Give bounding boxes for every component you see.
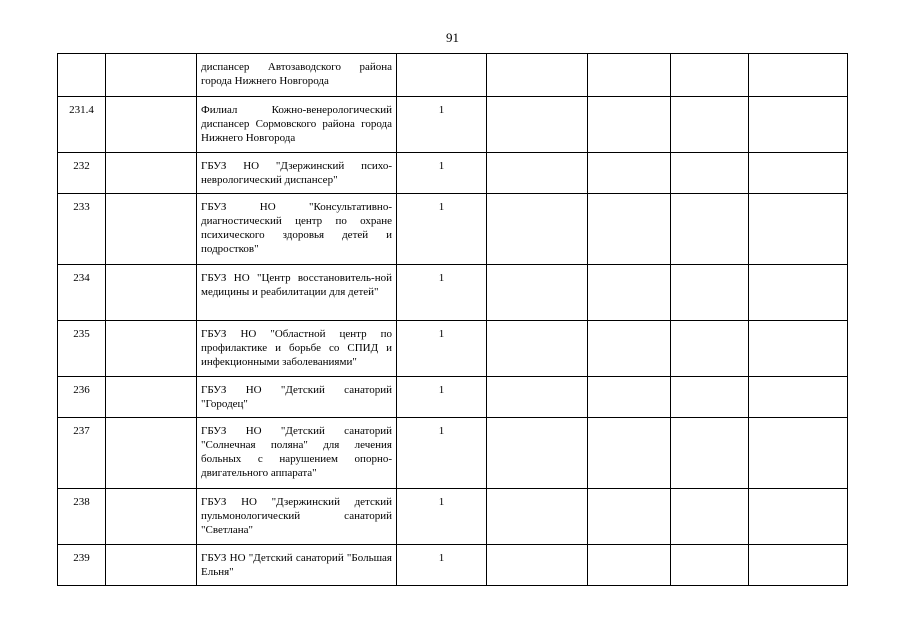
empty-cell [487,489,588,545]
empty-cell [106,265,197,321]
row-number-cell [58,54,106,97]
empty-cell [106,153,197,194]
empty-cell [671,194,749,265]
empty-cell [749,265,848,321]
empty-cell [487,265,588,321]
empty-cell [588,418,671,489]
table-row [58,418,848,489]
empty-cell [487,545,588,586]
empty-cell [487,194,588,265]
quantity-cell: 1 [397,489,487,545]
table-row [58,54,848,97]
empty-cell [487,377,588,418]
empty-cell [671,54,749,97]
empty-cell [588,321,671,377]
quantity-cell: 1 [397,194,487,265]
empty-cell [588,265,671,321]
empty-cell [588,153,671,194]
empty-cell [671,545,749,586]
empty-cell [106,194,197,265]
empty-cell [749,377,848,418]
empty-cell [588,377,671,418]
empty-cell [588,97,671,153]
empty-cell [487,321,588,377]
empty-cell [671,418,749,489]
row-number-cell: 232 [58,153,106,194]
empty-cell [487,97,588,153]
row-number-cell: 234 [58,265,106,321]
table-row [58,194,848,265]
empty-cell [588,194,671,265]
institution-name-cell: ГБУЗ НО "Детский санаторий "Большая Ельня" [197,545,397,586]
empty-cell [671,321,749,377]
empty-cell [749,321,848,377]
empty-cell [106,545,197,586]
institution-name-cell: Филиал Кожно-венерологический диспансер Сормовского района города Нижнего Новгорода [197,97,397,153]
institution-name-cell: диспансер Автозаводского района города Нижнего Новгорода [197,54,397,97]
empty-cell [671,377,749,418]
quantity-cell: 1 [397,418,487,489]
table-row [58,321,848,377]
empty-cell [671,97,749,153]
empty-cell [749,153,848,194]
empty-cell [106,54,197,97]
institution-name-cell: ГБУЗ НО "Детский санаторий "Солнечная поляна" для лечения больных с нарушением опорно-двигательного аппарата" [197,418,397,489]
row-number-cell: 239 [58,545,106,586]
institution-name-cell: ГБУЗ НО "Консультативно-диагностический центр по охране психического здоровья детей и подростков" [197,194,397,265]
quantity-cell: 1 [397,377,487,418]
institution-name-cell: ГБУЗ НО "Дзержинский психо-неврологический диспансер" [197,153,397,194]
row-number-cell: 236 [58,377,106,418]
empty-cell [106,489,197,545]
empty-cell [749,489,848,545]
table-row [58,97,848,153]
row-number-cell: 233 [58,194,106,265]
table-row [58,489,848,545]
row-number-cell: 238 [58,489,106,545]
institution-name-cell: ГБУЗ НО "Детский санаторий "Городец" [197,377,397,418]
empty-cell [749,54,848,97]
empty-cell [749,97,848,153]
table-row [58,265,848,321]
empty-cell [588,54,671,97]
quantity-cell [397,54,487,97]
row-number-cell: 237 [58,418,106,489]
empty-cell [671,265,749,321]
institution-name-cell: ГБУЗ НО "Областной центр по профилактике и борьбе со СПИД и инфекционными заболеваниями" [197,321,397,377]
row-number-cell: 231.4 [58,97,106,153]
institution-name-cell: ГБУЗ НО "Дзержинский детский пульмонологический санаторий "Светлана" [197,489,397,545]
empty-cell [671,489,749,545]
empty-cell [106,97,197,153]
page-number: 91 [446,30,459,45]
quantity-cell: 1 [397,265,487,321]
empty-cell [588,489,671,545]
empty-cell [749,418,848,489]
institution-name-cell: ГБУЗ НО "Центр восстановитель-ной медицины и реабилитации для детей" [197,265,397,321]
table-row [58,545,848,586]
empty-cell [749,545,848,586]
institutions-table [57,53,848,586]
table-row [58,153,848,194]
quantity-cell: 1 [397,153,487,194]
empty-cell [671,153,749,194]
empty-cell [106,321,197,377]
empty-cell [106,377,197,418]
empty-cell [106,418,197,489]
row-number-cell: 235 [58,321,106,377]
quantity-cell: 1 [397,545,487,586]
empty-cell [487,153,588,194]
empty-cell [588,545,671,586]
empty-cell [749,194,848,265]
empty-cell [487,418,588,489]
quantity-cell: 1 [397,321,487,377]
empty-cell [487,54,588,97]
quantity-cell: 1 [397,97,487,153]
table-row [58,377,848,418]
